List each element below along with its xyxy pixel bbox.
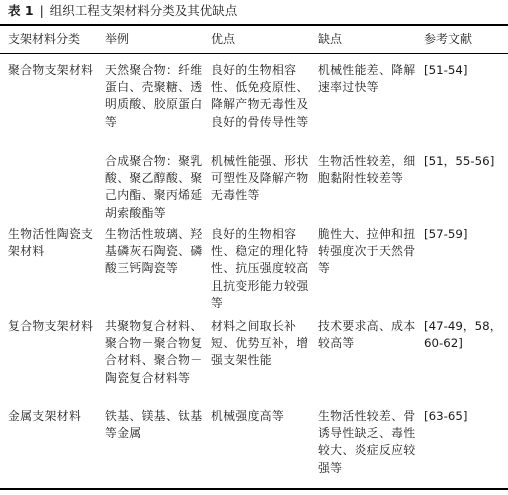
row-references: [47-49，58，60-62] xyxy=(424,319,502,351)
header-category: 支架材料分类 xyxy=(8,32,81,46)
row-advantage: 良好的生物相容性、低免疫原性、降解产物无毒性及良好的骨传导性等 xyxy=(211,63,309,129)
row-disadvantage: 生物活性较差、骨诱导性缺乏、毒性较大、炎症反应较强等 xyxy=(318,409,416,475)
row-disadvantage: 机械性能差、降解速率过快等 xyxy=(318,63,416,95)
row-example: 合成聚合物：聚乳酸、聚乙醇酸、聚己内酯、聚丙烯延胡索酸酯等 xyxy=(105,154,203,220)
row-disadvantage: 脆性大、拉伸和扭转强度次于天然骨等 xyxy=(318,227,416,276)
row-references: [63-65] xyxy=(424,409,468,423)
header-example: 举例 xyxy=(105,32,130,46)
row-category: 聚合物支架材料 xyxy=(8,63,94,77)
row-references: [51-54] xyxy=(424,63,468,77)
row-example: 生物活性玻璃、羟基磷灰石陶瓷、磷酸三钙陶瓷等 xyxy=(105,227,203,276)
row-advantage: 良好的生物相容性、稳定的理化特性、抗压强度较高且抗变形能力较强等 xyxy=(211,227,309,310)
caption-title: 组织工程支架材料分类及其优缺点 xyxy=(49,3,238,18)
caption-label: 表 1 xyxy=(8,3,34,18)
row-advantage: 材料之间取长补短、优势互补，增强支架性能 xyxy=(211,319,309,368)
row-references: [51，55-56] xyxy=(424,154,495,168)
table-top-rule xyxy=(0,24,508,26)
row-advantage: 机械性能强、形状可塑性及降解产物无毒性等 xyxy=(211,154,309,203)
row-example: 铁基、镁基、钛基等金属 xyxy=(105,409,203,441)
row-category: 生物活性陶瓷支架材料 xyxy=(8,227,94,259)
table-header-rule xyxy=(0,53,508,54)
row-example: 天然聚合物：纤维蛋白、壳聚糖、透明质酸、胶原蛋白等 xyxy=(105,63,203,129)
row-disadvantage: 技术要求高、成本较高等 xyxy=(318,319,416,351)
caption-separator: | xyxy=(39,3,44,18)
row-category: 金属支架材料 xyxy=(8,409,82,423)
table-caption xyxy=(8,2,237,20)
row-disadvantage: 生物活性较差，细胞黏附性较差等 xyxy=(318,154,416,186)
row-example: 共聚物复合材料、聚合物－聚合物复合材料、聚合物－陶瓷复合材料等 xyxy=(105,319,203,385)
header-advantage: 优点 xyxy=(211,32,236,46)
header-references: 参考文献 xyxy=(424,32,473,46)
row-references: [57-59] xyxy=(424,227,468,241)
row-category: 复合物支架材料 xyxy=(8,319,94,333)
table-bottom-rule xyxy=(0,488,508,490)
header-disadvantage: 缺点 xyxy=(318,32,343,46)
row-advantage: 机械强度高等 xyxy=(211,409,285,423)
